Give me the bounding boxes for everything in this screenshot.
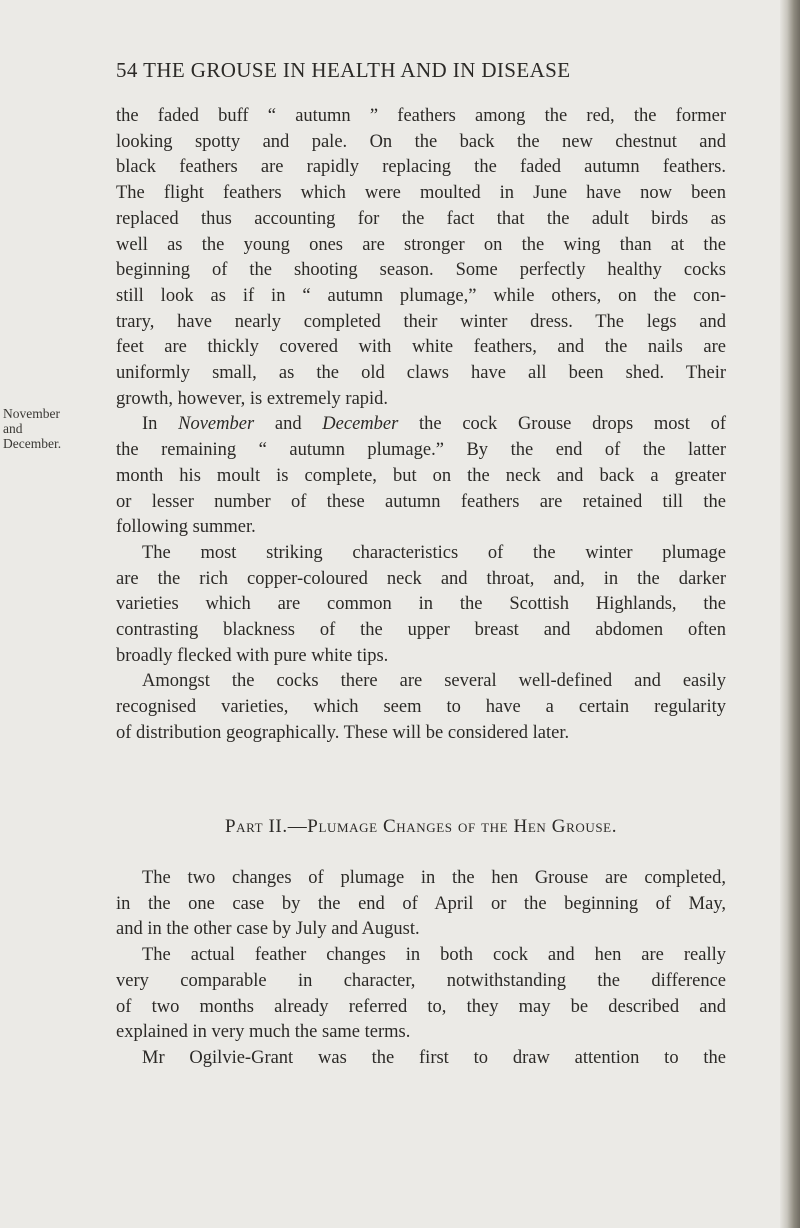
text-line: The flight feathers which were moulted in June have now been [116,183,726,204]
text-line: replaced thus accounting for the fact that the adult birds as [116,208,726,229]
text-line: trary, have nearly completed their winter dress. The legs and [116,311,726,332]
text-line: of two months already referred to, they may be described and [116,996,726,1017]
text-line: month his moult is complete, but on the neck and back a greater [116,465,726,486]
emphasis-december: December [322,414,399,435]
text-line: varieties which are common in the Scottish Highlands, the [116,594,726,615]
page-edge-shadow [780,0,800,1228]
text-line: the faded buff “ autumn ” feathers among the red, the former [116,106,726,126]
emphasis-november: November [178,414,255,435]
text-line: The most striking characteristics of the winter plumage [142,542,726,563]
text-line: the remaining “ autumn plumage.” By the end of the latter [116,440,726,461]
text-line: of distribution geographically. These will be considered later. [116,722,570,743]
text-line: beginning of the shooting season. Some perfectly healthy cocks [116,260,726,281]
text-line: uniformly small, as the old claws have all been shed. Their [116,363,726,384]
text-line: are the rich copper-coloured neck and throat, and, in the darker [116,568,726,589]
page-number: 54 [116,58,138,82]
text-line: black feathers are rapidly replacing the faded autumn feathers. [116,157,726,178]
text-line: feet are thickly covered with white feathers, and the nails are [116,337,726,358]
text-span: the cock Grouse drops most of [398,414,726,435]
text-line: looking spotty and pale. On the back the new chestnut and [116,131,726,152]
text-line: well as the young ones are stronger on the wing than at the [116,234,726,255]
text-line: recognised varieties, which seem to have a certain regularity [116,697,726,718]
margin-note-line: November [3,406,60,421]
text-line: in the one case by the end of April or the beginning of May, [116,893,726,914]
text-line [116,412,726,438]
text-span: and [254,414,323,435]
text-line: or lesser number of these autumn feathers are retained till the [116,491,726,512]
text-line: following summer. [116,517,256,538]
text-line: The actual feather changes in both cock and hen are really [142,945,726,966]
text-line: The two changes of plumage in the hen Grouse are completed, [142,868,726,888]
margin-note [3,406,103,451]
margin-note-line: December. [3,436,62,451]
text-line: still look as if in “ autumn plumage,” while others, on the con- [116,285,726,306]
body-text-section-one [116,104,726,747]
text-line: growth, however, is extremely rapid. [116,388,389,409]
text-line: and in the other case by July and August. [116,919,420,940]
text-span: In [142,414,179,435]
body-text-section-two [116,866,726,1072]
text-line: very comparable in character, notwithstanding the difference [116,970,726,991]
margin-note-line: and [3,421,23,436]
running-title: THE GROUSE IN HEALTH AND IN DISEASE [143,58,571,82]
running-header [116,58,726,83]
text-line: Amongst the cocks there are several well-defined and easily [142,671,726,692]
text-line: broadly flecked with pure white tips. [116,645,389,666]
text-line: explained in very much the same terms. [116,1022,411,1043]
text-line: Mr Ogilvie-Grant was the first to draw attention to the [142,1047,726,1068]
section-heading: Part II.—Plumage Changes of the Hen Grouse. [224,816,618,837]
text-line: contrasting blackness of the upper breast and abdomen often [116,620,726,641]
